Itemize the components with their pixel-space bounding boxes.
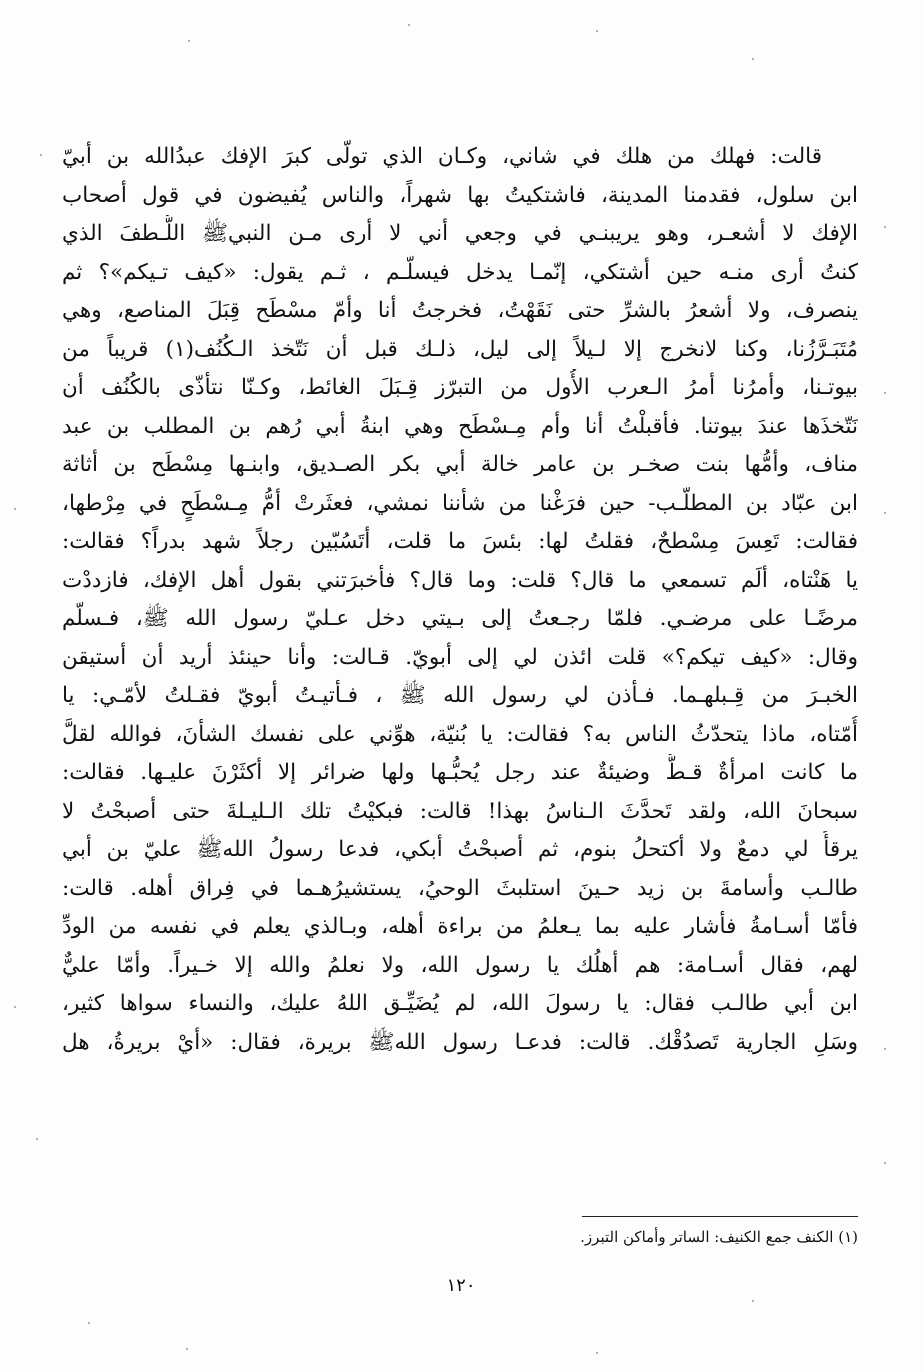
- text-line: فأمّا أسـامةُ فأشار عليه بما يـعلمُ من براءة أهله، وبـالذي يعلم في نفسه من الودِّ: [62, 914, 858, 939]
- scan-speck: [596, 1352, 598, 1354]
- scan-speck: [884, 226, 886, 228]
- scan-speck: [752, 58, 754, 60]
- text-line: لهم، فقال أسـامة: هم أهلُك يا رسول الله، ولا نعلمُ والله إلا خـيراً. وأمّا عليٌّ: [62, 952, 858, 978]
- text-line: ينصرف، ولا أشعرُ بالشرِّ حتى نَقَهْتُ، فخرجتُ أنا وأمّ مسْطَح قِبَلَ المناصع، وهي: [62, 298, 858, 323]
- text-line: يرقأُ لي دمعٌ ولا أكتحلُ بنوم، ثم أصبحْتُ أبكي، فدعا رسولُ اللهﷺ عليّ بن أبي: [62, 837, 858, 862]
- main-text: [62, 138, 858, 1062]
- text-line: وسَلِ الجارية تَصدُقْك. قالت: فدعـا رسول اللهﷺ بريرة، فقال: «أيْ بريرةُ، هل: [62, 1029, 858, 1055]
- scan-speck: [14, 508, 16, 510]
- text-line: ابن عبّاد بن المطلّـب- حين فرَغْنا من شأننا نمشي، فعثَرتْ أمُّ مِـسْطَحٍ في مِرْطها،: [62, 490, 858, 516]
- page-number: ١٢٠: [446, 1275, 476, 1296]
- scan-speck: [752, 1300, 754, 1302]
- text-line: فقالت: تَعِسَ مِسْطحٌ، فقلتُ لها: بئسَ ما قلت، أتَسُبّين رجلاً شهد بدراً؟ فقالت:: [62, 529, 858, 554]
- text-line: ابن سلول، فقدمنا المدينة، فاشتكيتُ بها شهراً، والناس يُفيضون في قول أصحاب: [62, 182, 858, 208]
- text-line: بيوتـنا، وأمرُنا أمرُ الـعرب الأُول من التبرّز قِـبَلَ الغائط، وكـنّا نتأذّى بالكُنُف أن: [62, 375, 858, 400]
- footnote: (١) الكنف جمع الكنيف: الساتر وأماكن التبرز.: [580, 1228, 858, 1246]
- text-line: ابن أبي طالـب فقال: يا رسولَ الله، لم يُضَيِّـق اللهُ عليك، والنساء سواها كثير،: [62, 991, 858, 1016]
- scan-speck: [884, 1162, 886, 1164]
- footnote-separator: [582, 1216, 858, 1217]
- text-line: أُمّتاه، ماذا يتحدّثُ الناس به؟ فقالت: يا بُنيّة، هوِّني على نفسك الشأنَ، فوالله لقلَّ: [62, 721, 858, 747]
- text-line: الإفك لا أشعـر، وهو يريبنـي في وجعي أني لا أرى مـن النبيﷺ اللُّـطفَ الذي: [62, 221, 858, 246]
- text-line: مرضًـا على مرضـي. فلمّا رجـعتُ إلى بـيتي دخل عـليّ رسول الله ﷺ، فـسلّم: [62, 606, 858, 631]
- scan-speck: [188, 40, 190, 42]
- text-line: طالـب وأسامةَ بن زيد حـينَ استلبثَ الوحيُ، يستشيرُهـما في فِراق أهله. قالت:: [62, 875, 858, 901]
- scan-speck: [596, 30, 598, 32]
- scan-speck: [884, 392, 886, 394]
- text-line: كنتُ أرى منـه حين أشتكي، إنّمـا يدخل فيسلّـم ، ثـم يقول: «كيف تـيكم»؟ ثم: [62, 259, 858, 285]
- scan-speck: [14, 1006, 16, 1008]
- scan-speck: [36, 1138, 38, 1140]
- text-line: ما كانت امرأةٌ قـطُّ وضيئةٌ عند رجل يُحبُّـها ولها ضرائر إلا أكثَرْنَ عليـها. فقالت:: [62, 760, 858, 785]
- text-line: يا هَنْتاه، ألَم تسمعي ما قال؟ قلت: وما قال؟ فأخبرَتني بقول أهل الإفك، فازددْت: [62, 567, 858, 593]
- text-line: الخبـرَ من قِـبلهـما. فـأذن لي رسول الله ﷺ ، فـأتيـتُ أبويّ فقـلتُ لأمّـي: يا: [62, 683, 858, 708]
- text-line: قالت: فهلك من هلك في شاني، وكـان الذي تولّى كبرَ الإفك عبدُالله بن أبيّ: [62, 144, 822, 169]
- text-line: نَتّخذَها عندَ بيوتنا. فأقبلْتُ أنا وأم مِـسْطَح وهي ابنةُ أبي رُهم بن المطلب بن عبد: [62, 413, 858, 439]
- text-line: سبحانَ الله، ولقد تَحدَّثَ الـناسُ بهذا! قالت: فبكيْتُ تلك الـليـلةَ حتى أصبحْتُ لا: [62, 798, 858, 824]
- text-line: مُتَبَـرَّزُنا، وكنا لانخرج إلا لـيلاً إلى ليل، ذلـك قبل أن نَتّخذ الـكُنُف(١) قريباً من: [62, 336, 858, 362]
- text-line: وقال: «كيف تيكم؟» قلت ائذن لي إلى أبويّ. قـالت: وأنا حينئذ أريد أن أستيقن: [62, 644, 858, 670]
- text-line: مناف، وأمُّها بنت صخـر بن عامر خالة أبي بكر الصـديق، وابنـها مِسْطَح بن أثاثة: [62, 452, 858, 477]
- scan-speck: [884, 1048, 886, 1050]
- scan-speck: [40, 154, 42, 156]
- scan-speck: [884, 512, 886, 514]
- scan-speck: [88, 1322, 90, 1324]
- scan-speck: [408, 24, 410, 26]
- scan-speck: [186, 1348, 188, 1350]
